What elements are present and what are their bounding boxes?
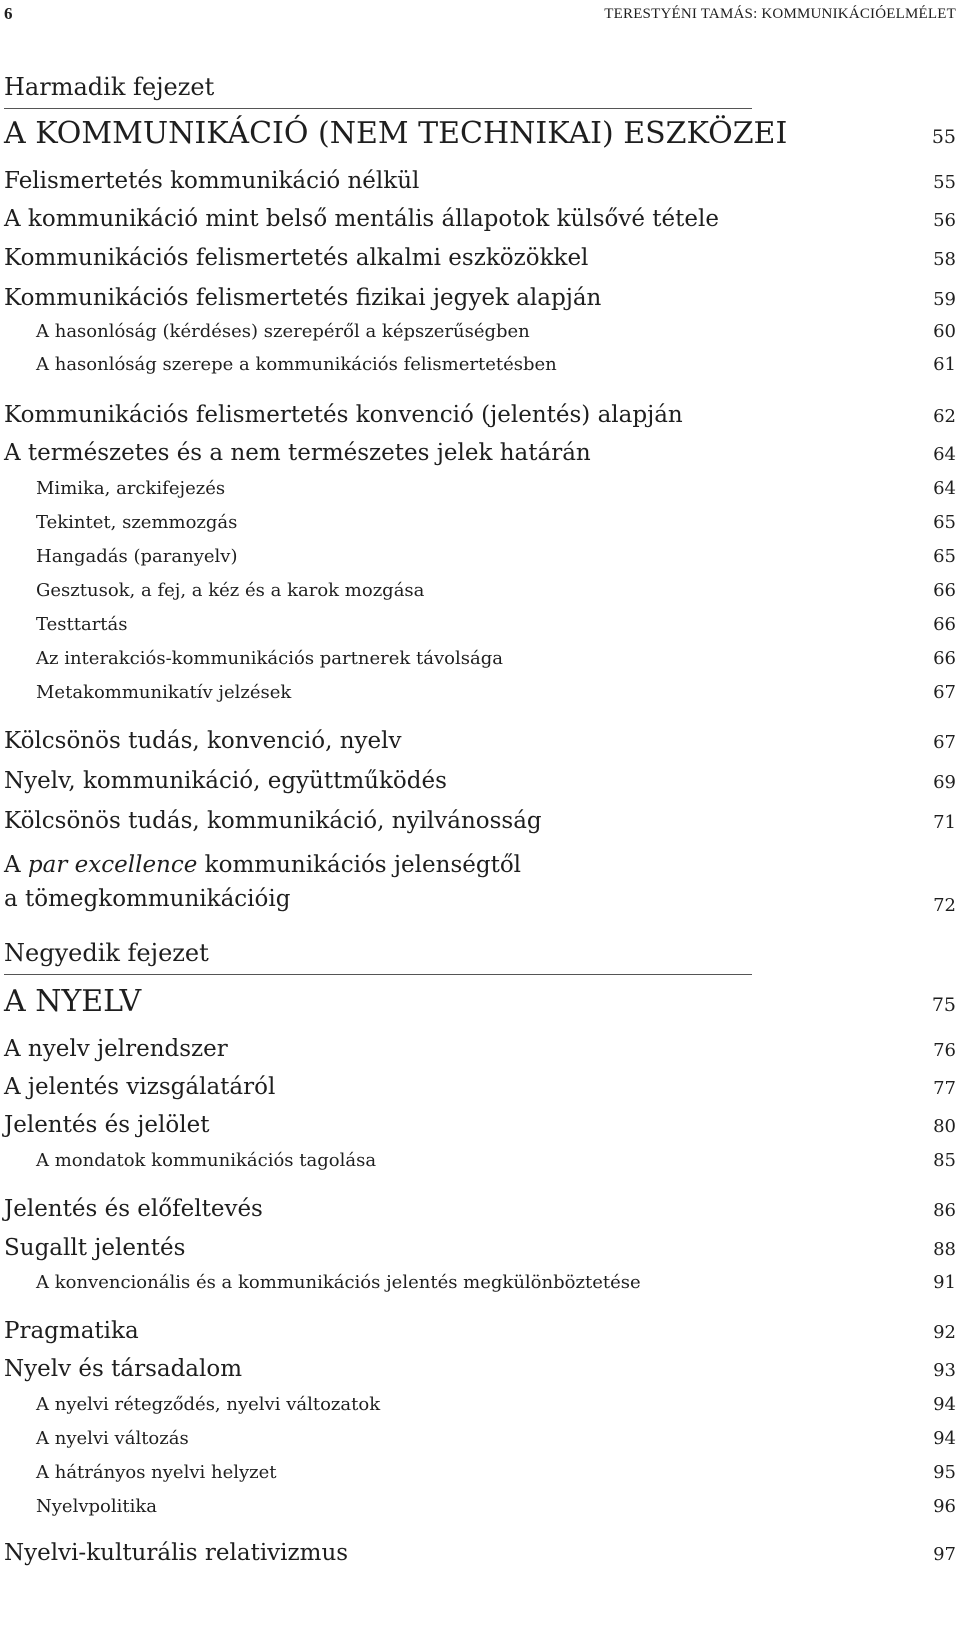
- toc-entry-label: A nyelvi változás: [36, 1428, 189, 1449]
- toc-entry: [0, 402, 956, 428]
- toc-entry-page: 64: [933, 478, 956, 499]
- toc-subentry: [0, 512, 956, 533]
- toc-entry-label: Kölcsönös tudás, kommunikáció, nyilvánosság: [4, 808, 542, 834]
- chapter-label: Harmadik fejezet: [4, 72, 752, 109]
- toc-entry-page: 69: [933, 772, 956, 793]
- toc-entry-label: Nyelvi-kulturális relativizmus: [4, 1540, 349, 1566]
- toc-subentry: [0, 580, 956, 601]
- toc-subentry: [0, 682, 956, 703]
- toc-entry-label: Jelentés és előfeltevés: [4, 1196, 263, 1222]
- toc-entry-label-pre: A: [4, 852, 28, 878]
- toc-subentry: [0, 478, 956, 499]
- toc-entry-page: 66: [933, 614, 956, 635]
- toc-entry: [0, 245, 956, 271]
- toc-entry-page: 86: [933, 1200, 956, 1221]
- toc-entry-page: 91: [933, 1272, 956, 1293]
- toc-entry-label: Kölcsönös tudás, konvenció, nyelv: [4, 728, 402, 754]
- toc-entry: [0, 728, 956, 754]
- toc-subentry: [0, 1496, 956, 1517]
- toc-subentry: [0, 354, 956, 375]
- toc-entry-page: 71: [933, 812, 956, 833]
- toc-entry-label: A jelentés vizsgálatáról: [4, 1074, 276, 1100]
- page-number-ref: 75: [931, 994, 956, 1016]
- toc-entry-label-line2: a tömegkommunikációig: [4, 886, 291, 912]
- page-number-ref: 55: [931, 126, 956, 148]
- toc-entry-label: Hangadás (paranyelv): [36, 546, 238, 567]
- toc-entry-label: Sugallt jelentés: [4, 1235, 186, 1261]
- toc-entry-page: 77: [933, 1078, 956, 1099]
- toc-entry-page: 96: [933, 1496, 956, 1517]
- toc-entry-page: 97: [933, 1544, 956, 1565]
- toc-entry-page: 67: [933, 682, 956, 703]
- toc-entry-page: 56: [933, 210, 956, 231]
- toc-entry-label: A kommunikáció mint belső mentális állapotok külsővé tétele: [4, 206, 719, 232]
- toc-entry-page: 76: [933, 1040, 956, 1061]
- toc-entry: [0, 1112, 956, 1138]
- toc-subentry: [0, 648, 956, 669]
- chapter-label: Negyedik fejezet: [4, 938, 752, 975]
- toc-entry-label: [4, 848, 521, 916]
- toc-entry-page: 67: [933, 732, 956, 753]
- toc-entry-page: 62: [933, 406, 956, 427]
- toc-entry-label: Nyelvpolitika: [36, 1496, 157, 1517]
- toc-entry-page: 95: [933, 1462, 956, 1483]
- toc-entry-page: 65: [933, 512, 956, 533]
- toc-entry-page: 65: [933, 546, 956, 567]
- chapter-title-text: A NYELV: [4, 984, 142, 1019]
- toc-subentry: [0, 1428, 956, 1449]
- chapter-title: [0, 116, 956, 151]
- toc-entry-label: A természetes és a nem természetes jelek határán: [4, 440, 591, 466]
- toc-entry-label: Mimika, arckifejezés: [36, 478, 226, 499]
- toc-subentry: [0, 546, 956, 567]
- toc-entry-label: A hasonlóság szerepe a kommunikációs felismertetésben: [36, 354, 557, 375]
- toc-entry-label: Testtartás: [36, 614, 128, 635]
- toc-entry-page: 93: [933, 1360, 956, 1381]
- toc-entry-label: Metakommunikatív jelzések: [36, 682, 292, 703]
- toc-entry-label-post: kommunikációs jelenségtől: [197, 852, 522, 878]
- chapter-title: [0, 984, 956, 1019]
- toc-subentry: [0, 614, 956, 635]
- toc-entry-label: Az interakciós-kommunikációs partnerek távolsága: [36, 648, 503, 669]
- toc-entry-page: 80: [933, 1116, 956, 1137]
- toc-entry-label: Kommunikációs felismertetés fizikai jegyek alapján: [4, 285, 602, 311]
- toc-entry-label: Jelentés és jelölet: [4, 1112, 210, 1138]
- page-number: 6: [4, 4, 13, 23]
- toc-entry-label: Nyelv és társadalom: [4, 1356, 243, 1382]
- toc-entry-label: A nyelvi rétegződés, nyelvi változatok: [36, 1394, 381, 1415]
- toc-entry-page: 58: [933, 249, 956, 270]
- toc-entry-label: Nyelv, kommunikáció, együttműködés: [4, 768, 447, 794]
- toc-entry: [0, 1235, 956, 1261]
- toc-entry: [0, 168, 956, 194]
- toc-entry-label: Pragmatika: [4, 1318, 139, 1344]
- toc-subentry: [0, 1150, 956, 1171]
- toc-entry-label: A nyelv jelrendszer: [4, 1036, 228, 1062]
- toc-entry-label: A hátrányos nyelvi helyzet: [36, 1462, 277, 1483]
- toc-subentry: [0, 1394, 956, 1415]
- toc-entry: [0, 768, 956, 794]
- toc-entry-page: 94: [933, 1428, 956, 1449]
- toc-entry-page: 59: [933, 289, 956, 310]
- toc-entry-page: 55: [933, 172, 956, 193]
- toc-entry-label: A mondatok kommunikációs tagolása: [36, 1150, 377, 1171]
- toc-entry: [0, 1196, 956, 1222]
- chapter-title-text: A KOMMUNIKÁCIÓ (NEM TECHNIKAI) ESZKÖZEI: [4, 116, 788, 151]
- toc-entry: [0, 1356, 956, 1382]
- toc-entry-label: Kommunikációs felismertetés konvenció (jelentés) alapján: [4, 402, 683, 428]
- toc-entry-page: 85: [933, 1150, 956, 1171]
- toc-entry-label: A hasonlóság (kérdéses) szerepéről a képszerűségben: [36, 321, 530, 342]
- toc-entry: [0, 1318, 956, 1344]
- toc-entry-label-italic: par excellence: [27, 852, 198, 878]
- toc-entry-page: 66: [933, 580, 956, 601]
- toc-entry-page: 92: [933, 1322, 956, 1343]
- toc-entry-label: Gesztusok, a fej, a kéz és a karok mozgása: [36, 580, 425, 601]
- toc-entry-label: A konvencionális és a kommunikációs jelentés megkülönböztetése: [36, 1272, 641, 1293]
- toc-entry: [0, 848, 956, 916]
- toc-entry-page: 72: [933, 895, 956, 916]
- toc-entry: [0, 440, 956, 466]
- toc-subentry: [0, 321, 956, 342]
- toc-entry: [0, 808, 956, 834]
- toc-subentry: [0, 1462, 956, 1483]
- running-head: TERESTYÉNI TAMÁS: KOMMUNIKÁCIÓELMÉLET: [604, 6, 956, 22]
- toc-entry-page: 60: [933, 321, 956, 342]
- toc-entry: [0, 206, 956, 232]
- toc-entry-page: 61: [933, 354, 956, 375]
- toc-entry-label: Kommunikációs felismertetés alkalmi eszközökkel: [4, 245, 589, 271]
- toc-entry-page: 64: [933, 444, 956, 465]
- toc-entry-page: 94: [933, 1394, 956, 1415]
- toc-entry-label: Felismertetés kommunikáció nélkül: [4, 168, 420, 194]
- toc-subentry: [0, 1272, 956, 1293]
- toc-entry: [0, 1074, 956, 1100]
- toc-entry: [0, 285, 956, 311]
- toc-entry: [0, 1036, 956, 1062]
- toc-entry-page: 88: [933, 1239, 956, 1260]
- toc-entry-label: Tekintet, szemmozgás: [36, 512, 238, 533]
- toc-entry: [0, 1540, 956, 1566]
- toc-entry-page: 66: [933, 648, 956, 669]
